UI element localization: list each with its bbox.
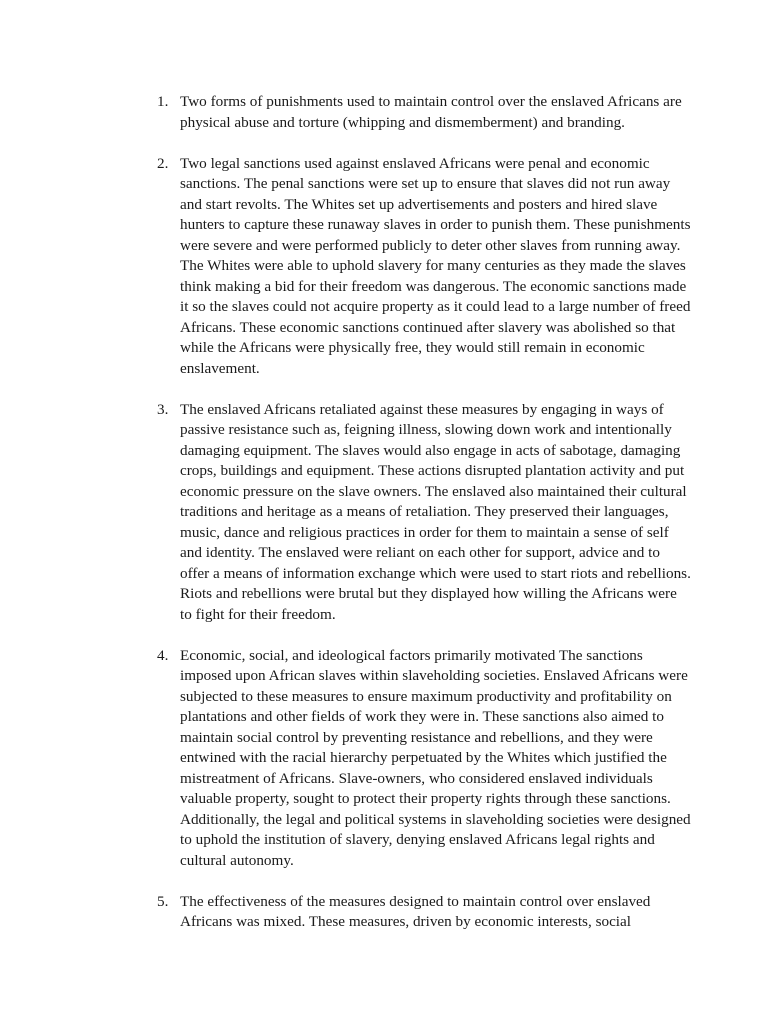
item-number: 5.: [157, 892, 169, 910]
item-text: Economic, social, and ideological factors primarily motivated The sanctions imposed upon African slaves within slaveholding societies. Enslaved Africans were subjected to these measures to ensure maximum productivity and profitability on plantations and other fields of work they were in. These sanctions also aimed to maintain social control by preventing resistance and rebellions, and they were entwined with the racial hierarchy perpetuated by the Whites which justified the mistreatment of Africans. Slave-owners, who considered enslaved individuals valuable property, sought to protect their property rights through these sanctions. Additionally, the legal and political systems in slaveholding societies were designed to uphold the institution of slavery, denying enslaved Africans legal rights and cultural autonomy.: [180, 646, 691, 869]
item-number: 2.: [157, 154, 169, 172]
list-item-1: [152, 92, 692, 133]
list-item-3: [152, 400, 692, 626]
item-number: 1.: [157, 93, 169, 110]
numbered-list: [152, 92, 692, 953]
item-text: The effectiveness of the measures designed to maintain control over enslaved Africans was mixed. These measures, driven by economic interests, social: [180, 892, 651, 930]
item-text: The enslaved Africans retaliated against these measures by engaging in ways of passive resistance such as, feigning illness, slowing down work and intentionally damaging equipment. The slaves would also engage in acts of sabotage, damaging crops, buildings and equipment. These actions disrupted plantation activity and put economic pressure on the slave owners. The enslaved also maintained their cultural traditions and heritage as a means of retaliation. They preserved their languages, music, dance and religious practices in order for them to maintain a sense of self and identity. The enslaved were reliant on each other for support, advice and to offer a means of information exchange which were used to start riots and rebellions. Riots and rebellions were brutal but they displayed how willing the Africans were to fight for their freedom.: [180, 400, 691, 623]
item-number: 4.: [157, 646, 169, 664]
item-text: Two forms of punishments used to maintain control over the enslaved Africans are physical abuse and torture (whipping and dismemberment) and branding.: [180, 93, 682, 131]
item-number: 3.: [157, 400, 169, 418]
list-item-2: [152, 154, 692, 380]
list-item-5: [152, 892, 692, 933]
item-text: Two legal sanctions used against enslaved Africans were penal and economic sanctions. The penal sanctions were set up to ensure that slaves did not run away and start revolts. The Whites set up advertisements and posters and hired slave hunters to capture these runaway slaves in order to punish them. These punishments were severe and were performed publicly to deter other slaves from running away. The Whites were able to uphold slavery for many centuries as they made the slaves think making a bid for their freedom was dangerous. The economic sanctions made it so the slaves could not acquire property as it could lead to a large number of freed Africans. These economic sanctions continued after slavery was abolished so that while the Africans were physically free, they would still remain in economic enslavement.: [180, 154, 691, 377]
list-item-4: [152, 646, 692, 872]
